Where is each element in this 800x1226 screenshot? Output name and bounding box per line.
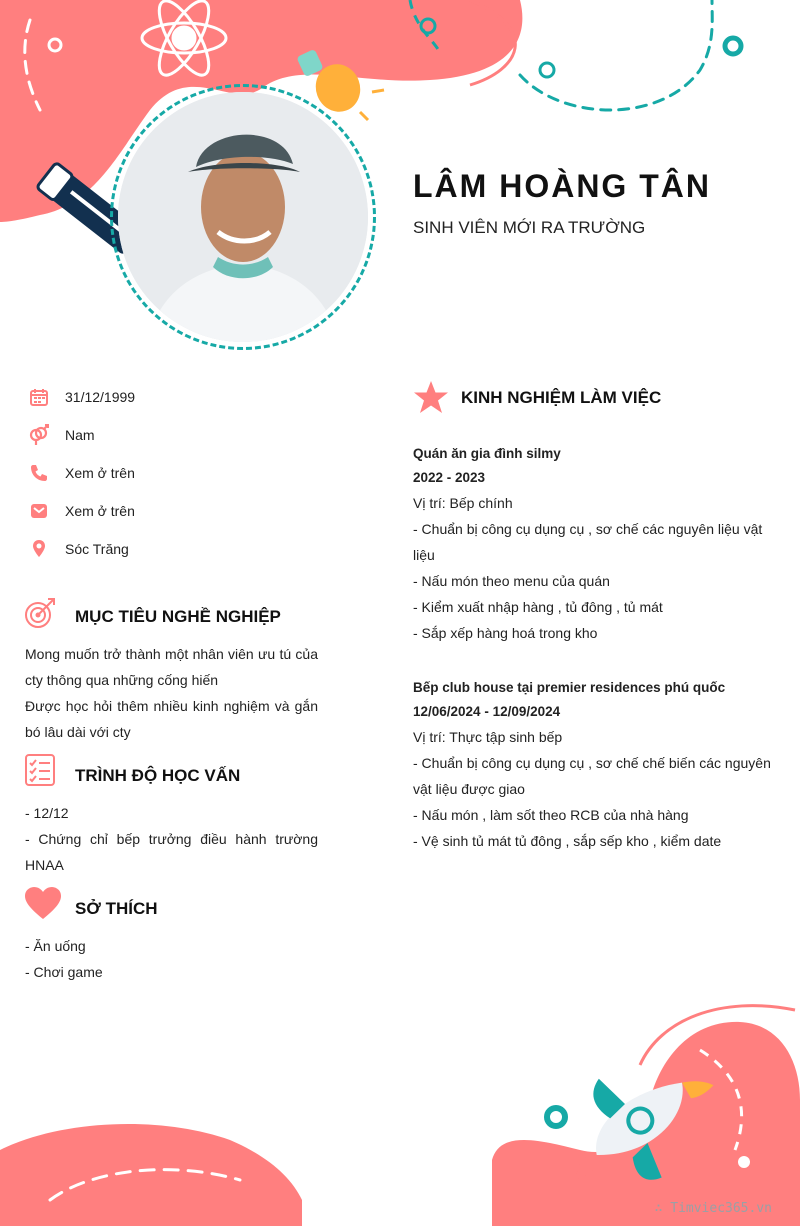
- candidate-title: SINH VIÊN MỚI RA TRƯỜNG: [413, 218, 646, 237]
- hobby-item: - Ăn uống: [25, 938, 86, 954]
- location-pin-icon: [28, 538, 50, 560]
- email-icon: [28, 500, 50, 522]
- job-line: - Kiểm xuất nhập hàng , tủ đông , tủ mát: [413, 599, 663, 615]
- info-location: [28, 537, 129, 561]
- gender-icon: [28, 424, 50, 446]
- objective-text: [25, 641, 318, 745]
- experience-heading: KINH NGHIỆM LÀM VIỆC: [461, 388, 662, 407]
- info-gender: [28, 423, 95, 447]
- job-line: - Nấu món theo menu của quán: [413, 573, 610, 589]
- job-entry: [413, 442, 783, 646]
- info-gender-text: Nam: [65, 427, 95, 443]
- hobby-item: - Chơi game: [25, 964, 103, 980]
- info-location-text: Sóc Trăng: [65, 541, 129, 557]
- objective-line: Mong muốn trở thành một nhân viên ưu tú của cty thông qua những cống hiến: [25, 646, 318, 688]
- checklist-icon: [24, 753, 56, 792]
- job-line: Vị trí: Bếp chính: [413, 495, 513, 511]
- education-text: [25, 800, 318, 878]
- education-line: - Chứng chỉ bếp trưởng điều hành trường HNAA: [25, 831, 318, 873]
- candidate-name: LÂM HOÀNG TÂN: [413, 168, 711, 204]
- info-email-text: Xem ở trên: [65, 503, 135, 519]
- brand-watermark: ∴ Timviec365.vn: [654, 1201, 772, 1216]
- job-period: 12/06/2024 - 12/09/2024: [413, 704, 561, 719]
- info-birthday: [28, 385, 136, 409]
- info-birthday-text: 31/12/1999: [65, 389, 136, 405]
- job-line: Vị trí: Thực tập sinh bếp: [413, 729, 563, 745]
- star-icon: [413, 380, 449, 419]
- job-entry: [413, 676, 783, 854]
- hobbies-text: [25, 933, 318, 985]
- info-email: [28, 499, 135, 523]
- objective-heading: MỤC TIÊU NGHỀ NGHIỆP: [75, 607, 281, 626]
- phone-icon: [28, 462, 50, 484]
- heart-icon: [24, 886, 62, 925]
- education-line: - 12/12: [25, 805, 69, 821]
- info-phone-text: Xem ở trên: [65, 465, 135, 481]
- job-period: 2022 - 2023: [413, 470, 486, 485]
- objective-line: Được học hỏi thêm nhiều kinh nghiệm và gắn bó lâu dài với cty: [25, 698, 318, 740]
- job-company: Quán ăn gia đình silmy: [413, 446, 561, 461]
- job-line: - Vệ sinh tủ mát tủ đông , sắp sếp kho , kiểm date: [413, 833, 722, 849]
- avatar-photo-placeholder: [118, 92, 368, 342]
- calendar-icon: [28, 386, 50, 408]
- job-company: Bếp club house tại premier residences phú quốc: [413, 680, 726, 695]
- job-line: - Chuẩn bị công cụ dụng cụ , sơ chế chế biến các nguyên vật liệu được giao: [413, 755, 771, 797]
- job-line: - Chuẩn bị công cụ dụng cụ , sơ chế các nguyên liệu vật liệu: [413, 521, 763, 563]
- info-phone: [28, 461, 135, 485]
- hobbies-heading: SỞ THÍCH: [75, 899, 158, 918]
- target-icon: [24, 596, 58, 635]
- job-line: - Sắp xếp hàng hoá trong kho: [413, 625, 598, 641]
- job-line: - Nấu món , làm sốt theo RCB của nhà hàng: [413, 807, 689, 823]
- education-heading: TRÌNH ĐỘ HỌC VẤN: [75, 766, 241, 785]
- avatar: [118, 92, 368, 342]
